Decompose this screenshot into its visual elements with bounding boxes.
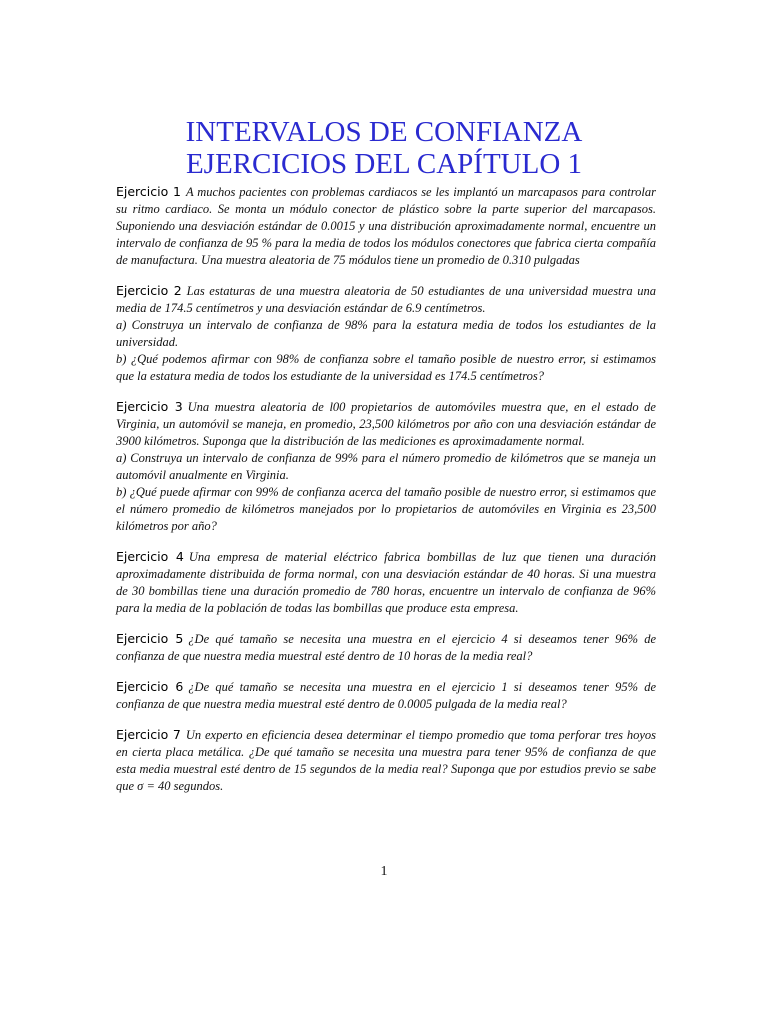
exercise-2 [116, 282, 656, 385]
exercise-label: Ejercicio 1 [116, 184, 181, 199]
page-number: 1 [380, 864, 388, 879]
exercise-6 [116, 678, 656, 713]
page-title [0, 116, 768, 180]
exercise-text: Una empresa de material eléctrico fabrica bombillas de luz que tienen una duración aproximadamente distribuida de forma normal, con una desviación estándar de 40 horas. Si una muestra de 30 bombillas tiene una duración promedio de 780 horas, encuentre un intervalo de confianza de 96% para la media de la población de todas las bombillas que produce esta empresa. [116, 550, 657, 615]
exercise-part-a: a) Construya un intervalo de confianza de 99% para el número promedio de kilómetros que se maneja un automóvil anualmente en Virginia. [116, 451, 656, 482]
exercise-part-b: b) ¿Qué podemos afirmar con 98% de confianza sobre el tamaño posible de nuestro error, si estimamos que la estatura media de todos los estudiante de la universidad es 174.5 centímetros? [116, 352, 656, 383]
title-line-1: INTERVALOS DE CONFIANZA [185, 116, 583, 148]
exercise-label: Ejercicio 3 [116, 399, 183, 414]
exercise-list [116, 183, 656, 808]
exercise-label: Ejercicio 4 [116, 549, 184, 564]
exercise-text: ¿De qué tamaño se necesita una muestra en el ejercicio 1 si deseamos tener 95% de confianza de que nuestra media muestral esté dentro de 0.0005 pulgada de la media real? [116, 680, 656, 711]
title-line-2: EJERCICIOS DEL CAPÍTULO 1 [185, 148, 583, 180]
exercise-5 [116, 630, 656, 665]
exercise-part-b: b) ¿Qué puede afirmar con 99% de confianza acerca del tamaño posible de nuestro error, si estimamos que el número promedio de kilómetros manejados por lo propietarios de automóviles en Virginia es 23,500 kilómetros por año? [116, 485, 656, 533]
exercise-text: Una muestra aleatoria de l00 propietarios de automóviles muestra que, en el estado de Virginia, un automóvil se maneja, en promedio, 23,500 kilómetros por año con una desviación estándar de 3900 kilómetros. Suponga que la distribución de las mediciones es aproximadamente normal. [116, 400, 656, 448]
exercise-7 [116, 726, 656, 795]
exercise-3 [116, 398, 656, 535]
exercise-text: Un experto en eficiencia desea determinar el tiempo promedio que toma perforar tres hoyos en cierta placa metálica. ¿De qué tamaño se necesita una muestra para tener 95% de confianza de que esta media muestral esté dentro de 15 segundos de la media real? Suponga que por estudios previo se sabe que σ = 40 segundos. [116, 728, 656, 793]
exercise-1 [116, 183, 656, 269]
exercise-text: ¿De qué tamaño se necesita una muestra en el ejercicio 4 si deseamos tener 96% de confianza de que nuestra media muestral esté dentro de 10 horas de la media real? [116, 632, 656, 663]
exercise-part-a: a) Construya un intervalo de confianza de 98% para la estatura media de todos los estudiantes de la universidad. [116, 318, 656, 349]
exercise-label: Ejercicio 5 [116, 631, 184, 646]
exercise-label: Ejercicio 6 [116, 679, 184, 694]
exercise-text: A muchos pacientes con problemas cardiacos se les implantó un marcapasos para controlar su ritmo cardiaco. Se monta un módulo conector de plástico sobre la parte superior del marcapasos. Suponiendo una desviación estándar de 0.0015 y una distribución aproximadamente normal, encuentre un intervalo de confianza de 95 % para la media de todos los módulos conectores que fabrica cierta compañía de manufactura. Una muestra aleatoria de 75 módulos tiene un promedio de 0.310 pulgadas [116, 185, 656, 267]
exercise-label: Ejercicio 7 [116, 727, 181, 742]
exercise-label: Ejercicio 2 [116, 283, 182, 298]
exercise-text: Las estaturas de una muestra aleatoria de 50 estudiantes de una universidad muestra una media de 174.5 centímetros y una desviación estándar de 6.9 centímetros. [116, 284, 656, 315]
exercise-4 [116, 548, 656, 617]
